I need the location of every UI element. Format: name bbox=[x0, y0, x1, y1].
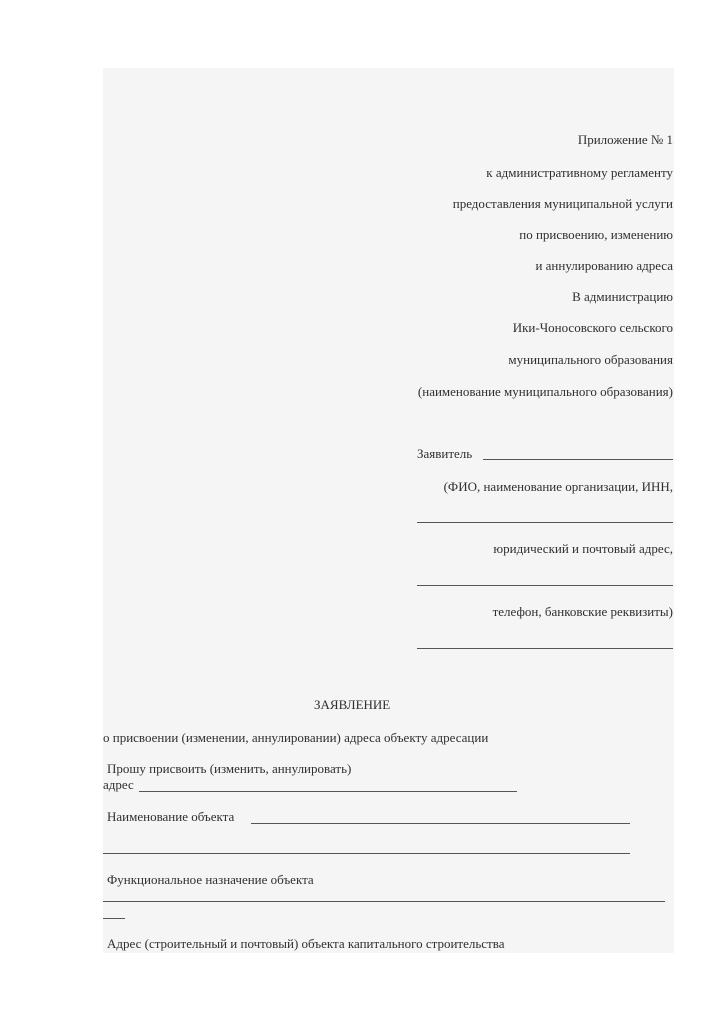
applicant-details-line-3[interactable] bbox=[417, 648, 673, 649]
object-name-extra-line[interactable] bbox=[103, 853, 630, 854]
applicant-label: Заявитель bbox=[417, 446, 473, 461]
function-field-line[interactable] bbox=[103, 901, 665, 902]
applicant-field-line[interactable] bbox=[483, 459, 673, 460]
capital-address-label: Адрес (строительный и почтовый) объекта капитального строительства bbox=[107, 936, 505, 951]
object-name-field-line[interactable] bbox=[251, 823, 630, 824]
header-line-annulment: и аннулированию адреса bbox=[535, 258, 673, 273]
statement-title: ЗАЯВЛЕНИЕ bbox=[314, 697, 391, 712]
header-line-administration: В администрацию bbox=[572, 289, 673, 304]
applicant-hint-name: (ФИО, наименование организации, ИНН, bbox=[443, 479, 673, 494]
function-label: Функциональное назначение объекта bbox=[107, 872, 314, 887]
statement-subtitle: о присвоении (изменении, аннулировании) адреса объекту адресации bbox=[103, 730, 489, 745]
header-line-municipality-hint: (наименование муниципального образования) bbox=[417, 384, 673, 399]
header-line-service: предоставления муниципальной услуги bbox=[452, 196, 673, 211]
header-line-village: Ики-Чоносовского сельского bbox=[512, 320, 673, 335]
request-text: Прошу присвоить (изменить, аннулировать) bbox=[107, 761, 352, 776]
header-line-regulation: к административному регламенту bbox=[486, 165, 673, 180]
applicant-hint-address: юридический и почтовый адрес, bbox=[493, 541, 673, 556]
function-field-line-end[interactable] bbox=[103, 918, 125, 919]
appendix-number: Приложение № 1 bbox=[577, 132, 673, 147]
applicant-hint-contacts: телефон, банковские реквизиты) bbox=[492, 604, 673, 619]
applicant-details-line-2[interactable] bbox=[417, 585, 673, 586]
applicant-details-line-1[interactable] bbox=[417, 522, 673, 523]
header-line-assignment: по присвоению, изменению bbox=[519, 227, 673, 242]
address-label: адрес bbox=[103, 777, 134, 792]
address-field-line[interactable] bbox=[139, 791, 517, 792]
header-line-municipality: муниципального образования bbox=[508, 352, 673, 367]
object-name-label: Наименование объекта bbox=[107, 809, 235, 824]
